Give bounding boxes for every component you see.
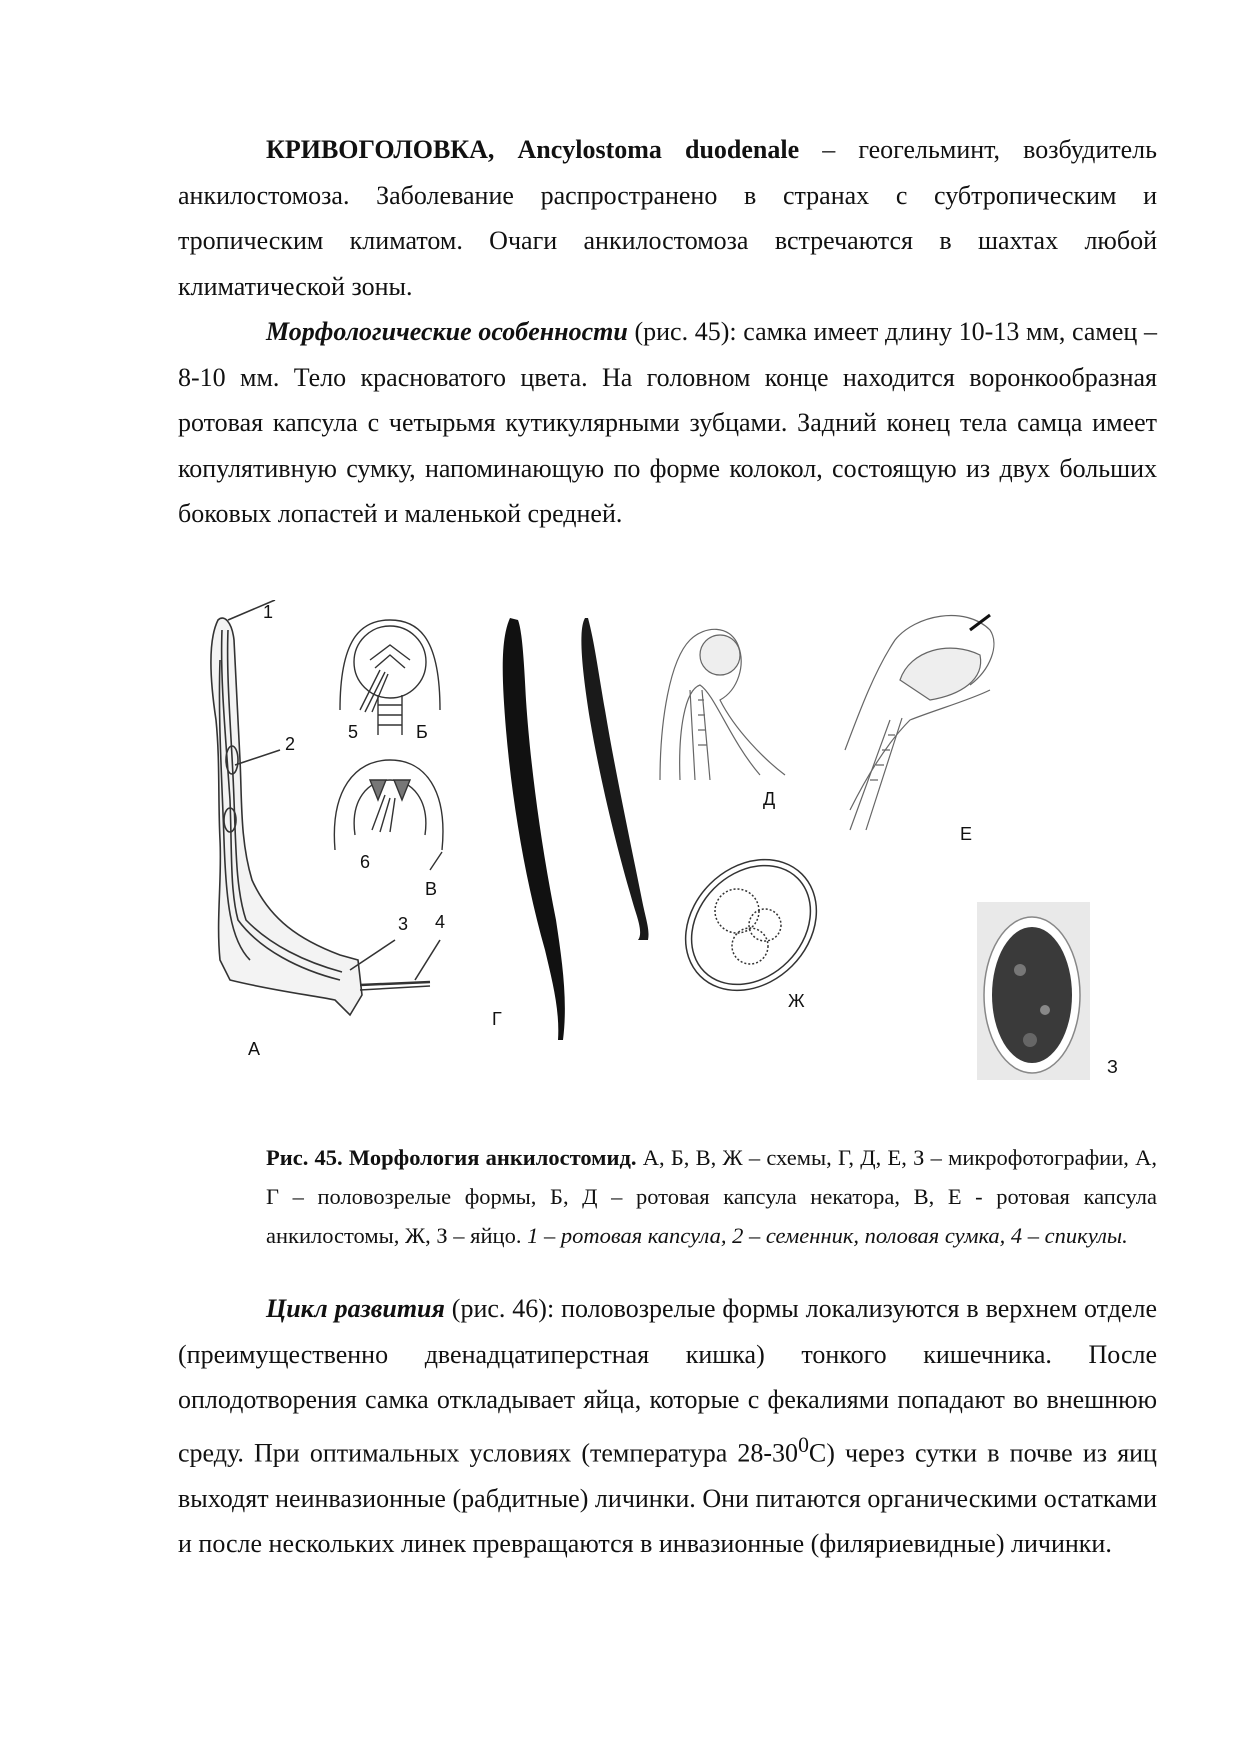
figure-label-2: 2 (285, 734, 296, 754)
figure-45 (190, 600, 1150, 1105)
figure-label-E: Е (960, 824, 973, 844)
caption-legend: 1 – ротовая капсула, 2 – семенник, половая сумка, 4 – спикулы. (527, 1223, 1128, 1248)
paragraph-text-part2: С) через сутки в почве из яиц выходят неинвазионные (рабдитные) личинки. Они питаются органическими остатками и после нескольких линек превращаются в инвазионные (филяриевидные) личинки. (178, 1438, 1157, 1559)
figure-label-Z: З (1107, 1057, 1118, 1077)
paragraph-life-cycle (178, 1286, 1157, 1567)
necator-capsule-micrograph (660, 629, 785, 780)
paragraph-text: (рис. 45): самка имеет длину 10-13 мм, самец – 8-10 мм. Тело красноватого цвета. На головном конце находится воронкообразная ротовая капсула с четырьмя кутикулярными зубцами. Задний конец тела самца имеет копулятивную сумку, напоминающую по форме колокол, состоящую из двух больших боковых лопастей и маленькой средней. (178, 317, 1157, 528)
figure-45-caption (266, 1138, 1157, 1255)
figure-label-V: В (425, 879, 438, 899)
figure-label-G: Г (492, 1009, 502, 1029)
figure-label-4: 4 (435, 912, 446, 932)
figure-45-illustration (190, 600, 1150, 1105)
figure-label-6: 6 (360, 852, 371, 872)
paragraph-title: КРИВОГОЛОВКА, Ancylostoma duodenale (266, 135, 800, 164)
figure-label-5: 5 (348, 722, 359, 742)
section-heading-morphology: Морфологические особенности (266, 317, 628, 346)
paragraph-text-part1: (рис. 46): половозрелые формы локализуются в верхнем отделе (преимущественно двенадцатиперстная кишка) тонкого кишечника. После оплодотворения самка откладывает яйца, которые с фекалиями попадают во внешнюю среду. При оптимальных условиях (температура 28-30 (178, 1294, 1157, 1468)
section-heading-life-cycle: Цикл развития (266, 1294, 445, 1323)
necator-capsule-scheme (340, 620, 440, 735)
paragraph-morphology (178, 309, 1157, 537)
caption-title: Рис. 45. Морфология анкилостомид. (266, 1145, 637, 1170)
figure-label-D: Д (763, 789, 776, 809)
figure-label-Zh: Ж (788, 991, 805, 1011)
adult-worm-drawing (211, 600, 440, 1015)
paragraph-ancylostoma-intro (178, 127, 1157, 309)
figure-label-A: А (248, 1039, 261, 1059)
egg-scheme (659, 833, 843, 1017)
ancylostoma-capsule-micrograph (845, 615, 994, 830)
ancylostoma-capsule-scheme (334, 760, 443, 870)
egg-micrograph (977, 902, 1090, 1080)
figure-label-B: Б (416, 722, 428, 742)
paragraph-text: – геогельминт, возбудитель анкилостомоза. Заболевание распространено в странах с субтропическим и тропическим климатом. Очаги анкилостомоза встречаются в шахтах любой климатической зоны. (178, 135, 1157, 301)
adult-worms-micrograph (503, 618, 649, 1040)
superscript-degree: 0 (798, 1432, 809, 1457)
figure-label-3: 3 (398, 914, 409, 934)
caption-text: А, Б, В, Ж – схемы, Г, Д, Е, З – микрофотографии, А, Г – половозрелые формы, Б, Д – ротовая капсула некатора, В, Е - ротовая капсула анкилостомы, Ж, З – яйцо. (266, 1145, 1157, 1248)
figure-label-1: 1 (263, 602, 274, 622)
